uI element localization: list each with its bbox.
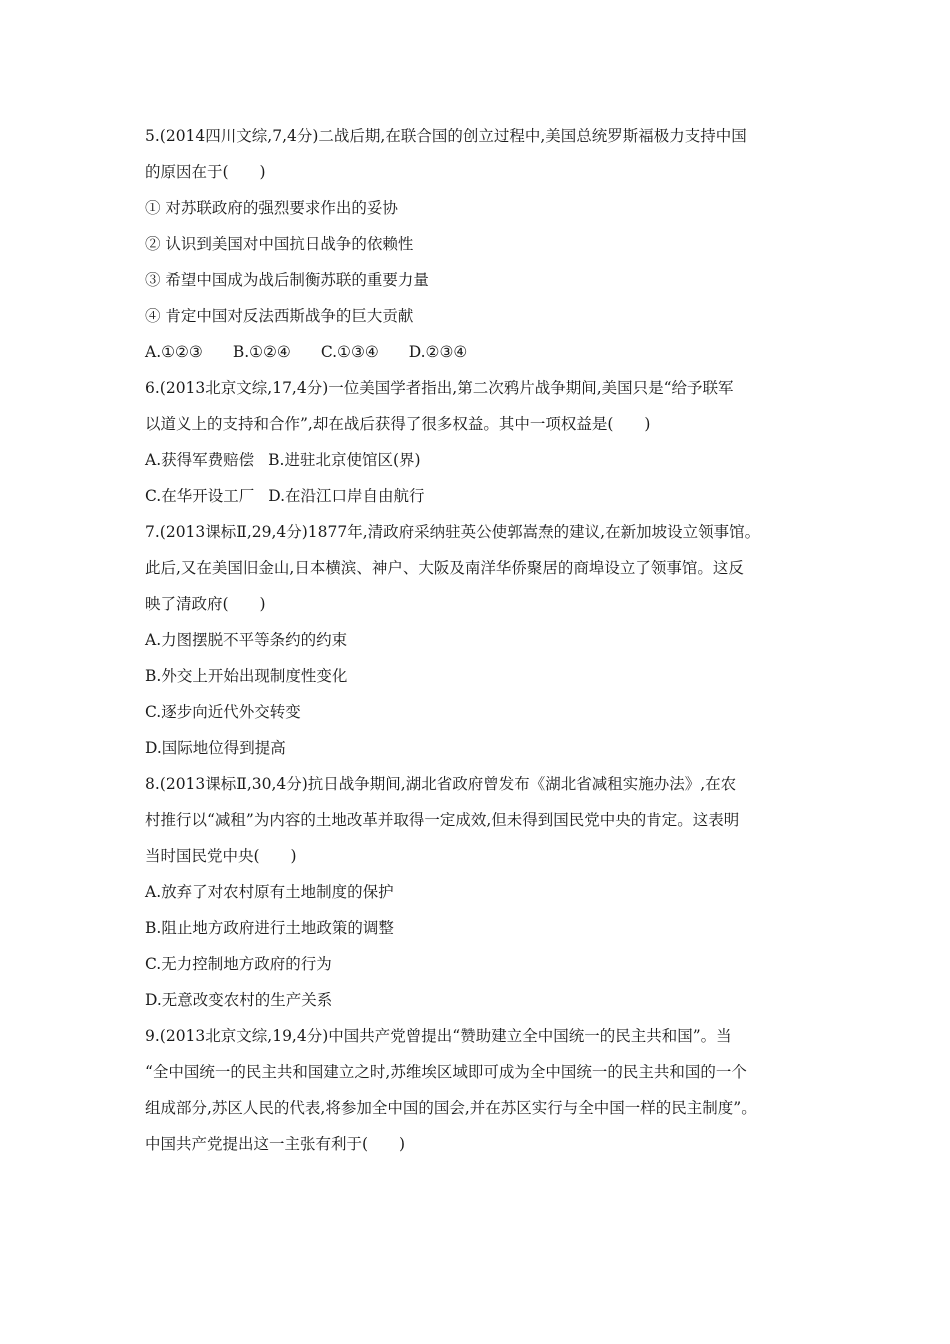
question-stem-line: 中国共产党提出这一主张有利于( ) (145, 1135, 406, 1153)
question-6 (145, 376, 815, 508)
option-c: C.在华开设工厂 (145, 487, 255, 505)
question-stem-line: 8.(2013课标Ⅱ,30,4分)抗日战争期间,湖北省政府曾发布《湖北省减租实施办法》,在农 (145, 775, 737, 793)
answer-options-row (145, 448, 815, 472)
statement-item: ① 对苏联政府的强烈要求作出的妥协 (145, 199, 398, 217)
statement-item: ③ 希望中国成为战后制衡苏联的重要力量 (145, 271, 429, 289)
option-d: D.无意改变农村的生产关系 (145, 991, 333, 1009)
question-stem-line: 以道义上的支持和合作”,却在战后获得了很多权益。其中一项权益是( ) (145, 415, 651, 433)
statement-item: ④ 肯定中国对反法西斯战争的巨大贡献 (145, 307, 414, 325)
question-stem-line: 7.(2013课标Ⅱ,29,4分)1877年,清政府采纳驻英公使郭嵩焘的建议,在新加坡设立领事馆。 (145, 523, 761, 541)
question-stem-line: 6.(2013北京文综,17,4分)一位美国学者指出,第二次鸦片战争期间,美国只是“给予联军 (145, 379, 734, 397)
question-stem-line: 村推行以“减租”为内容的土地改革并取得一定成效,但未得到国民党中央的肯定。这表明 (145, 811, 740, 829)
question-stem-line: 当时国民党中央( ) (145, 847, 297, 865)
statement-item: ② 认识到美国对中国抗日战争的依赖性 (145, 235, 414, 253)
question-stem-line: 9.(2013北京文综,19,4分)中国共产党曾提出“赞助建立全中国统一的民主共和国”。当 (145, 1027, 732, 1045)
option-c: C.①③④ (320, 343, 379, 361)
question-stem-line: “全中国统一的民主共和国建立之时,苏维埃区域即可成为全中国统一的民主共和国的一个 (145, 1063, 747, 1081)
option-a: A.力图摆脱不平等条约的约束 (145, 631, 348, 649)
option-d: D.国际地位得到提高 (145, 739, 286, 757)
option-b: B.阻止地方政府进行土地政策的调整 (145, 919, 394, 937)
option-d: D.②③④ (408, 343, 468, 361)
question-7 (145, 520, 815, 760)
question-8 (145, 772, 815, 1012)
option-a: A.①②③ (145, 343, 203, 361)
option-b: B.①②④ (232, 343, 291, 361)
option-c: C.逐步向近代外交转变 (145, 703, 301, 721)
question-stem-line: 映了清政府( ) (145, 595, 266, 613)
question-9 (145, 1024, 815, 1156)
answer-options-row (145, 484, 815, 508)
option-d: D.在沿江口岸自由航行 (268, 487, 425, 505)
question-list (145, 124, 815, 1156)
question-stem-line: 5.(2014四川文综,7,4分)二战后期,在联合国的创立过程中,美国总统罗斯福极力支持中国 (145, 127, 747, 145)
question-stem-line: 的原因在于( ) (145, 163, 266, 181)
option-a: A.获得军费赔偿 (145, 451, 255, 469)
option-c: C.无力控制地方政府的行为 (145, 955, 332, 973)
answer-options (145, 340, 815, 364)
option-b: B.进驻北京使馆区(界) (268, 451, 421, 469)
option-b: B.外交上开始出现制度性变化 (145, 667, 348, 685)
question-5 (145, 124, 815, 364)
question-stem-line: 组成部分,苏区人民的代表,将参加全中国的国会,并在苏区实行与全中国一样的民主制度”。 (145, 1099, 757, 1117)
option-a: A.放弃了对农村原有土地制度的保护 (145, 883, 394, 901)
question-stem-line: 此后,又在美国旧金山,日本横滨、神户、大阪及南洋华侨聚居的商埠设立了领事馆。这反 (145, 559, 744, 577)
